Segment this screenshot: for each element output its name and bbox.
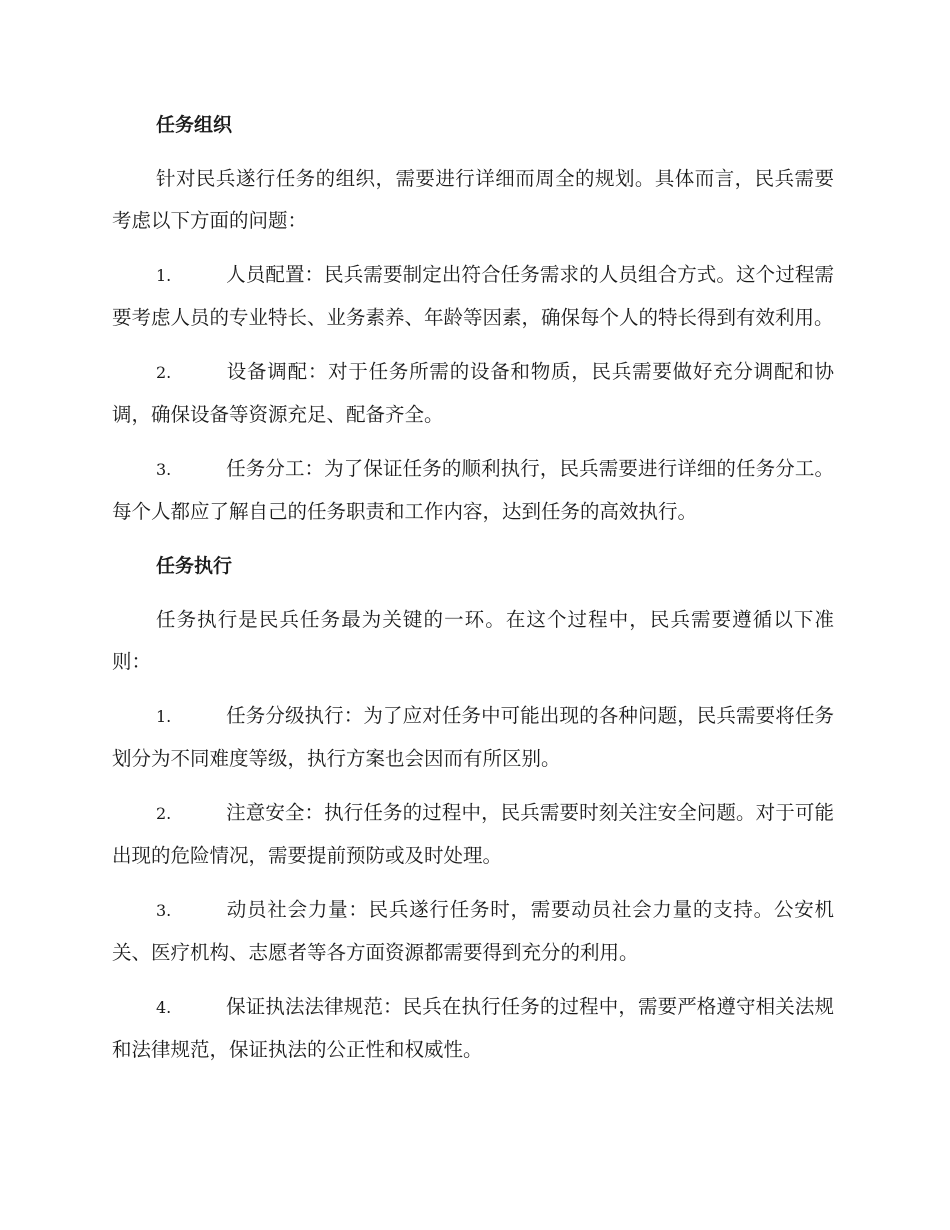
list-item-text: 人员配置：民兵需要制定出符合任务需求的人员组合方式。这个过程需要考虑人员的专业特长、业务素养、年龄等因素，确保每个人的特长得到有效利用。 [112,263,834,329]
list-item [112,351,834,436]
list-item-text: 设备调配：对于任务所需的设备和物质，民兵需要做好充分调配和协调，确保设备等资源充足、配备齐全。 [112,360,834,426]
list-item [112,695,834,780]
list-item-text: 动员社会力量：民兵遂行任务时，需要动员社会力量的支持。公安机关、医疗机构、志愿者等各方面资源都需要得到充分的利用。 [112,898,834,964]
list-item-number: 3. [156,460,172,479]
section-heading-execution: 任务执行 [156,555,233,577]
document-page [112,104,834,1083]
list-item-number: 1. [156,707,172,726]
section-heading-organization: 任务组织 [156,114,233,136]
section-intro-organization: 针对民兵遂行任务的组织，需要进行详细而周全的规划。具体而言，民兵需要考虑以下方面的问题： [112,167,834,232]
list-item-number: 4. [156,998,172,1017]
list-item-number: 3. [156,901,172,920]
list-item [112,986,834,1071]
list-item [112,448,834,533]
list-item-text: 保证执法法律规范：民兵在执行任务的过程中，需要严格遵守相关法规和法律规范，保证执法的公正性和权威性。 [112,995,834,1061]
section-intro-execution: 任务执行是民兵任务最为关键的一环。在这个过程中，民兵需要遵循以下准则： [112,608,834,673]
list-item [112,889,834,974]
list-item-number: 1. [156,266,172,285]
list-item-text: 注意安全：执行任务的过程中，民兵需要时刻关注安全问题。对于可能出现的危险情况，需要提前预防或及时处理。 [112,801,834,867]
list-item-number: 2. [156,804,172,823]
list-item [112,254,834,339]
list-item-text: 任务分工：为了保证任务的顺利执行，民兵需要进行详细的任务分工。每个人都应了解自己的任务职责和工作内容，达到任务的高效执行。 [112,457,834,523]
list-item [112,792,834,877]
list-item-text: 任务分级执行：为了应对任务中可能出现的各种问题，民兵需要将任务划分为不同难度等级，执行方案也会因而有所区别。 [112,704,834,770]
list-item-number: 2. [156,363,172,382]
